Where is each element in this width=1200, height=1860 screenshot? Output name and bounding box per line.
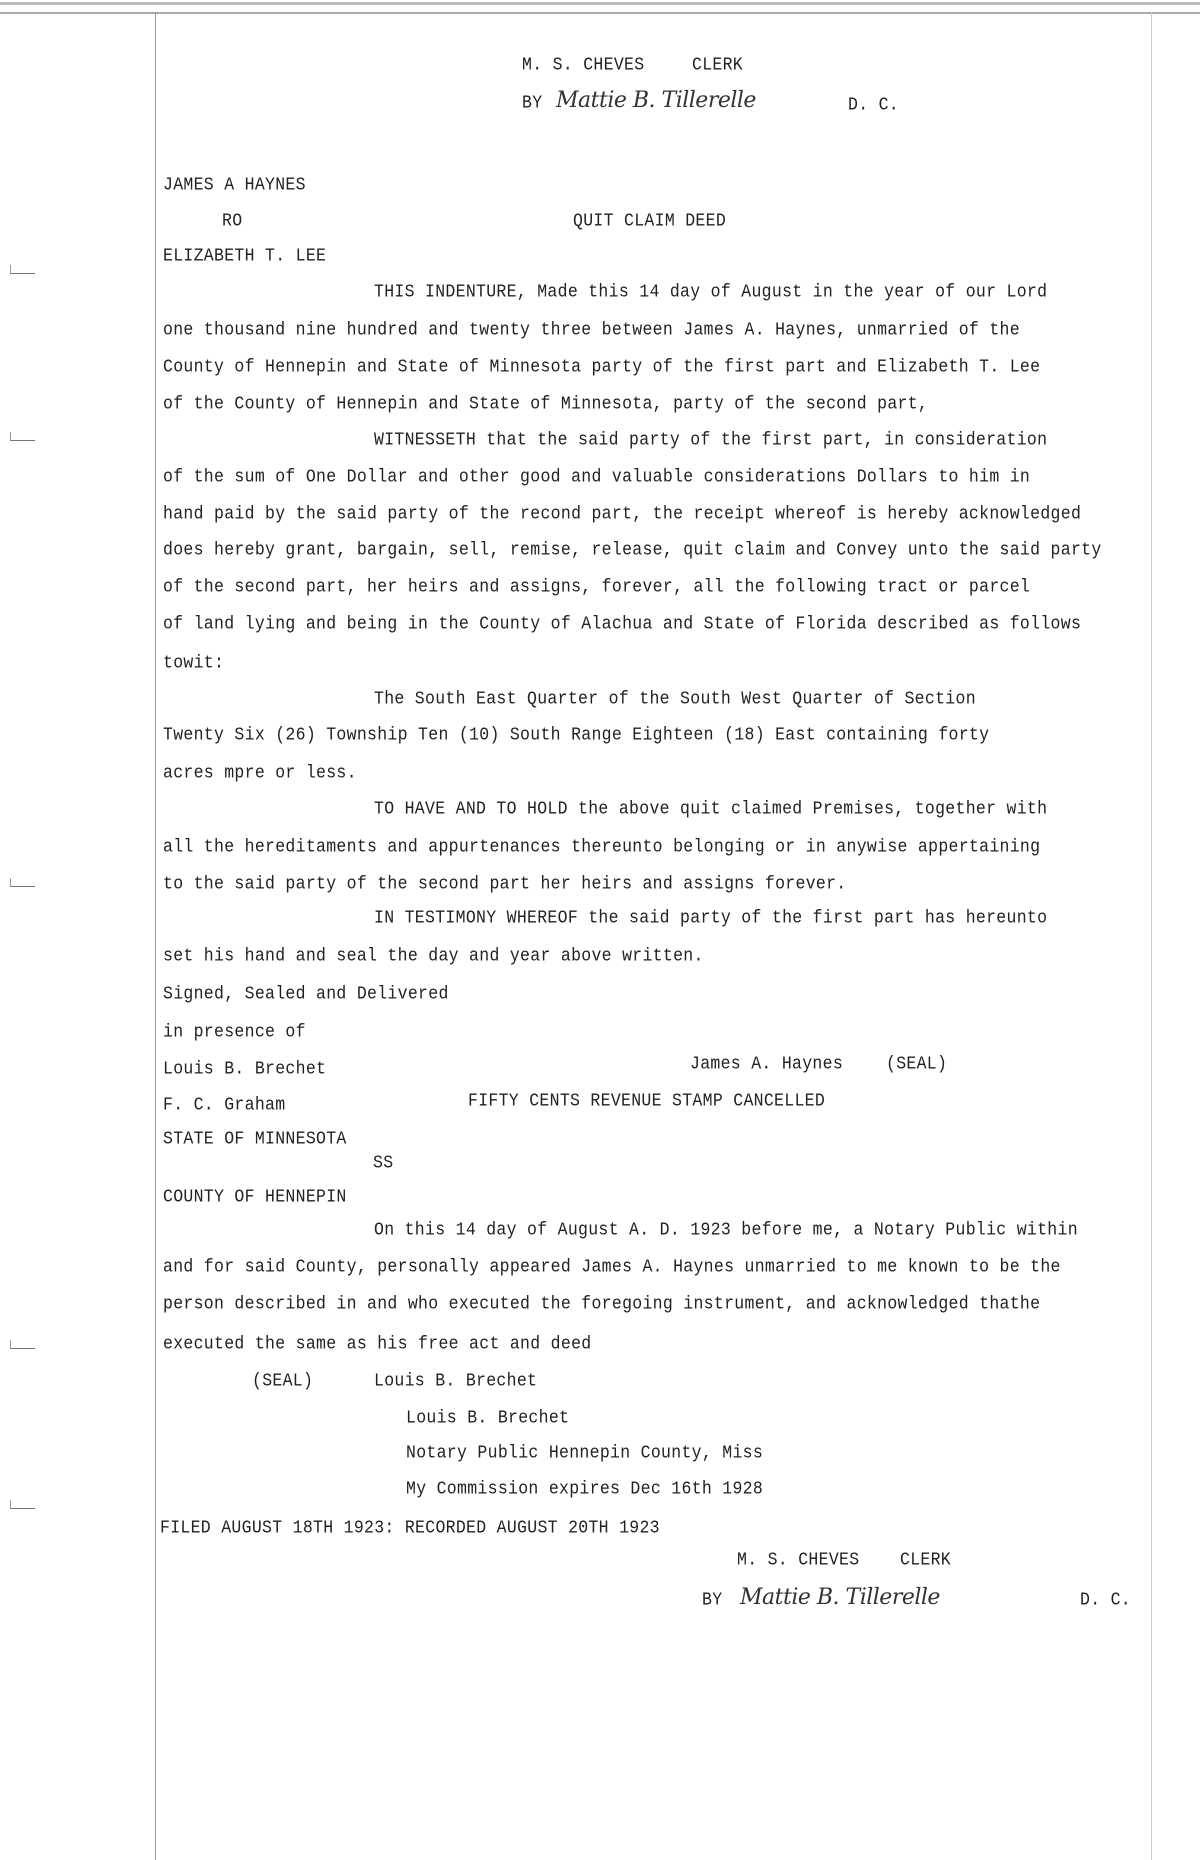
body-line: IN TESTIMONY WHEREOF the said party of the first part has hereunto (374, 907, 1048, 929)
grantor-seal: (SEAL) (886, 1053, 948, 1075)
deputy-clerk-label: D. C. (848, 94, 900, 116)
body-line: WITNESSETH that the said party of the first part, in consideration (374, 429, 1048, 451)
binding-mark (10, 432, 35, 441)
footer-clerk-title: CLERK (900, 1549, 952, 1571)
clerk-name: M. S. CHEVES (522, 54, 645, 76)
body-line: acres mpre or less. (163, 762, 357, 784)
footer-deputy-clerk-label: D. C. (1080, 1589, 1132, 1611)
body-line: of the second part, her heirs and assigns, forever, all the following tract or parcel (163, 576, 1031, 598)
body-line: to the said party of the second part her heirs and assigns forever. (163, 873, 847, 895)
grantor-heading: JAMES A HAYNES (163, 174, 306, 196)
body-line: Twenty Six (26) Township Ten (10) South Range Eighteen (18) East containing forty (163, 724, 990, 746)
filing-record: FILED AUGUST 18TH 1923: RECORDED AUGUST 20TH 1923 (160, 1517, 660, 1539)
notary-name: Louis B. Brechet (406, 1407, 570, 1429)
body-line: one thousand nine hundred and twenty three between James A. Haynes, unmarried of the (163, 319, 1020, 341)
ack-line: and for said County, personally appeared James A. Haynes unmarried to me known to be the (163, 1256, 1061, 1278)
left-margin-rule (155, 12, 156, 1860)
to-label: RO (222, 210, 243, 232)
document-title: QUIT CLAIM DEED (573, 210, 727, 232)
footer-by-label: BY (702, 1589, 723, 1611)
body-line: does hereby grant, bargain, sell, remise, release, quit claim and Convey unto the said party (163, 539, 1102, 561)
deputy-signature: Mattie B. Tillerelle (556, 88, 756, 113)
body-line: towit: (163, 652, 225, 674)
page-edge-top (0, 2, 1200, 5)
ack-line: On this 14 day of August A. D. 1923 before me, a Notary Public within (374, 1219, 1078, 1241)
ack-ss: SS (373, 1152, 394, 1174)
body-line: THIS INDENTURE, Made this 14 day of August in the year of our Lord (374, 281, 1048, 303)
grantee-heading: ELIZABETH T. LEE (163, 245, 327, 267)
page-rule-top (0, 12, 1200, 14)
notary-commission: My Commission expires Dec 16th 1928 (406, 1478, 764, 1500)
revenue-stamp-note: FIFTY CENTS REVENUE STAMP CANCELLED (468, 1090, 826, 1112)
ack-county: COUNTY OF HENNEPIN (163, 1186, 347, 1208)
grantor-signature: James A. Haynes (690, 1053, 844, 1075)
notary-title: Notary Public Hennepin County, Miss (406, 1442, 764, 1464)
ack-line: person described in and who executed the foregoing instrument, and acknowledged thathe (163, 1293, 1041, 1315)
binding-mark (10, 265, 35, 274)
witness-1: Louis B. Brechet (163, 1058, 327, 1080)
body-line: Signed, Sealed and Delivered (163, 983, 449, 1005)
right-margin-rule (1151, 12, 1152, 1860)
ack-state: STATE OF MINNESOTA (163, 1128, 347, 1150)
body-line: TO HAVE AND TO HOLD the above quit claimed Premises, together with (374, 798, 1048, 820)
witness-2: F. C. Graham (163, 1094, 286, 1116)
binding-mark (10, 1500, 35, 1509)
clerk-title: CLERK (692, 54, 744, 76)
binding-mark (10, 1340, 35, 1349)
by-label: BY (522, 92, 543, 114)
footer-deputy-signature: Mattie B. Tillerelle (740, 1585, 940, 1610)
binding-mark (10, 878, 35, 887)
notary-seal: (SEAL) (252, 1370, 314, 1392)
body-line: of land lying and being in the County of Alachua and State of Florida described as follows (163, 613, 1082, 635)
body-line: County of Hennepin and State of Minnesota party of the first part and Elizabeth T. Lee (163, 356, 1041, 378)
body-line: of the sum of One Dollar and other good and valuable considerations Dollars to him in (163, 466, 1031, 488)
body-line: of the County of Hennepin and State of Minnesota, party of the second part, (163, 393, 929, 415)
ack-line: executed the same as his free act and deed (163, 1333, 592, 1355)
body-line: set his hand and seal the day and year above written. (163, 945, 704, 967)
body-line: hand paid by the said party of the recond part, the receipt whereof is hereby acknowledged (163, 503, 1082, 525)
notary-signature: Louis B. Brechet (374, 1370, 538, 1392)
body-line: all the hereditaments and appurtenances thereunto belonging or in anywise appertaining (163, 836, 1041, 858)
footer-clerk-name: M. S. CHEVES (737, 1549, 860, 1571)
body-line: in presence of (163, 1021, 306, 1043)
body-line: The South East Quarter of the South West Quarter of Section (374, 688, 976, 710)
